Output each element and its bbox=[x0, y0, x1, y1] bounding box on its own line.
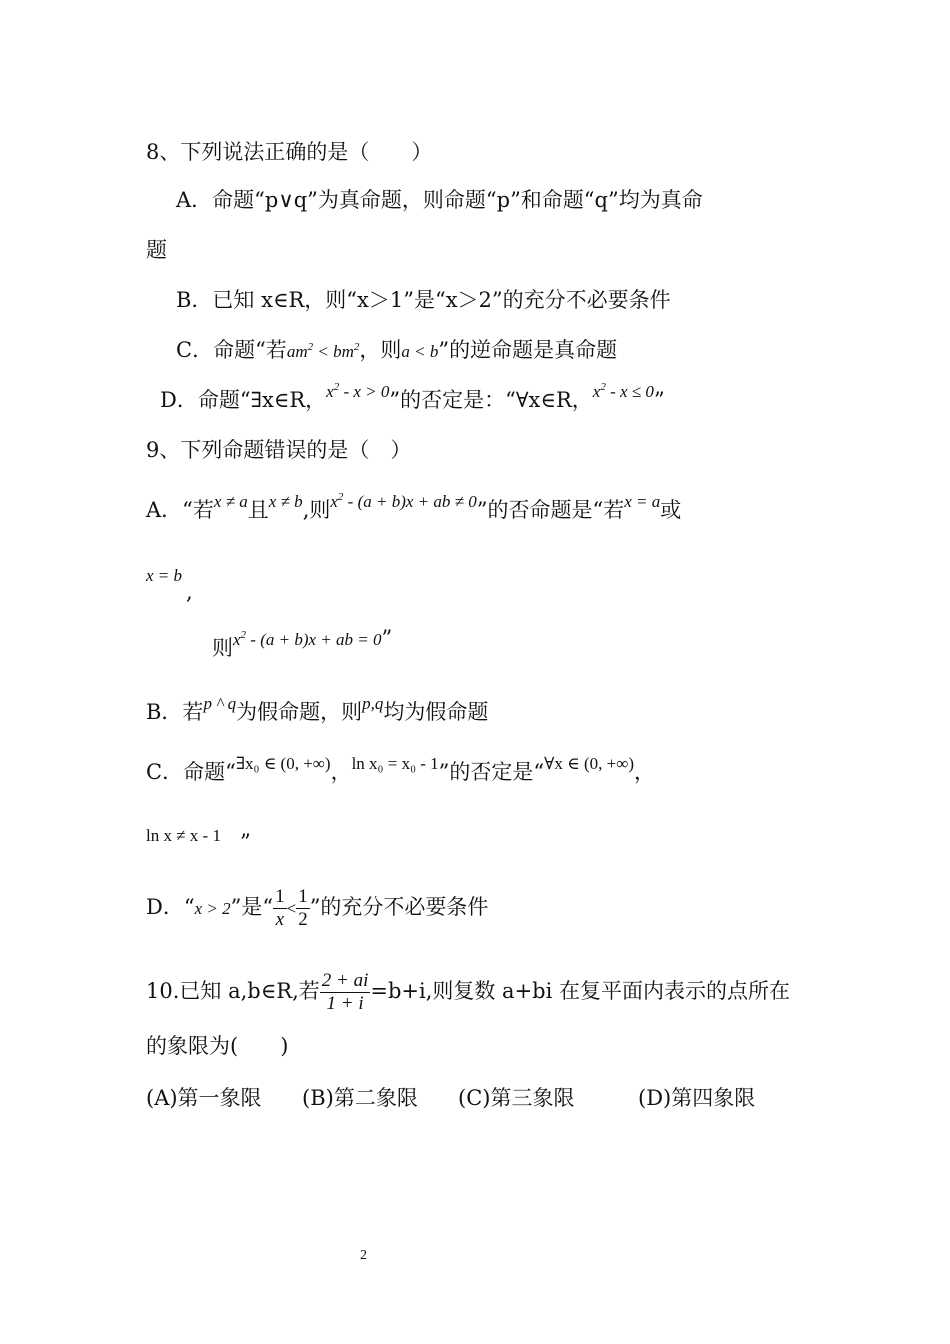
q9-option-a-line3 bbox=[212, 626, 393, 661]
q9-c-comma: ， bbox=[330, 760, 352, 784]
q9-b-pre: B．若 bbox=[146, 700, 204, 724]
q9-d-post: ”的充分不必要条件 bbox=[309, 894, 489, 919]
q9-a-or: 或 bbox=[660, 498, 682, 522]
q9-c2-formula: ln x ≠ x - 1 bbox=[146, 826, 221, 845]
q9-a-formula4: x = a bbox=[624, 492, 661, 511]
q9-c2-end: ” bbox=[240, 830, 251, 854]
q10-option-a: (A)第一象限 bbox=[146, 1086, 262, 1110]
q9-option-a-line2 bbox=[146, 562, 182, 587]
q10-line2: 的象限为( ) bbox=[146, 1034, 289, 1058]
q9-b-formula1: p ^ q bbox=[203, 694, 237, 713]
q10-option-d: (D)第四象限 bbox=[638, 1086, 756, 1110]
q9-a-formula1: x ≠ a bbox=[213, 492, 248, 511]
q10-option-b: (B)第二象限 bbox=[302, 1086, 418, 1110]
q10-pre: 10.已知 a,b∈R,若 bbox=[146, 978, 320, 1003]
q9-a-pre: A．“若 bbox=[146, 498, 214, 522]
q9-c-formula2: ln x₀ = x₀ - 1 bbox=[351, 754, 439, 773]
q9-c-mid: ”的否定是“ bbox=[438, 760, 545, 784]
q8-option-c bbox=[176, 338, 617, 363]
q9-a-formula2: x ≠ b bbox=[268, 492, 303, 511]
q9-b-formula2: p,q bbox=[362, 694, 384, 713]
q9-a3-end: ” bbox=[381, 626, 393, 650]
q8-d-post: ” bbox=[653, 388, 665, 412]
q9-b-mid: 为假命题，则 bbox=[236, 700, 363, 724]
q8-option-a: A．命题“p∨q”为真命题，则命题“p”和命题“q”均为真命 bbox=[176, 188, 703, 212]
q8-stem: 8、下列说法正确的是（ ） bbox=[146, 140, 433, 164]
q9-d-fraction1: $\frac{1}{x}$ bbox=[275, 886, 285, 930]
q8-d-pre: D．命题“∃x∈R， bbox=[160, 388, 327, 412]
q8-c-post: ”的逆命题是真命题 bbox=[438, 338, 618, 362]
q9-a3-formula: x2 - (a + b)x + ab = 0 bbox=[233, 629, 382, 649]
q9-a-post: ”的否命题是“若 bbox=[476, 498, 625, 522]
q9-a-then: ,则 bbox=[302, 498, 331, 522]
q8-option-d bbox=[160, 381, 665, 413]
q9-b-post: 均为假命题 bbox=[383, 700, 489, 724]
q9-c-pre: C．命题“ bbox=[146, 760, 236, 784]
q9-d-fraction2: $\frac{1}{2}$ bbox=[298, 886, 308, 930]
q9-a3-then: 则 bbox=[212, 636, 233, 660]
q8-d-mid: ”的否定是：“∀x∈R， bbox=[389, 388, 593, 412]
q8-c-mid: ，则 bbox=[359, 338, 402, 362]
q9-d-pre: D．“ bbox=[146, 894, 195, 919]
q9-option-d bbox=[146, 886, 488, 931]
q9-option-c bbox=[146, 754, 656, 785]
q8-c-formula2: a < b bbox=[401, 342, 439, 361]
q9-d-lt: < bbox=[286, 898, 297, 918]
q9-d-formula1: x > 2 bbox=[194, 898, 231, 918]
q8-d-formula2: x2 - x ≤ 0 bbox=[592, 381, 654, 401]
q8-c-formula1: $am^2 < bm^2$ bbox=[286, 341, 360, 361]
q8-c-pre: C．命题“若 bbox=[176, 338, 287, 362]
q10-line1 bbox=[146, 970, 790, 1015]
q10-option-c: (C)第三象限 bbox=[458, 1086, 575, 1110]
q9-c-formula1: ∃x₀ ∈ (0, +∞) bbox=[235, 754, 331, 773]
page-number: 2 bbox=[360, 1248, 367, 1263]
q9-stem: 9、下列命题错误的是（ ） bbox=[146, 438, 412, 462]
q9-c-comma2: ， bbox=[634, 760, 656, 784]
q10-fraction: $\frac{2 + ai}{1 + i}$ bbox=[321, 970, 369, 1014]
q9-a-formula3: x2 - (a + b)x + ab ≠ 0 bbox=[330, 491, 477, 511]
q9-a2-comma: , bbox=[186, 580, 193, 604]
q10-post: =b+i,则复数 a+bi 在复平面内表示的点所在 bbox=[370, 978, 791, 1003]
q8-option-a-cont: 题 bbox=[146, 238, 167, 262]
q9-c-formula3: ∀x ∈ (0, +∞) bbox=[544, 754, 635, 773]
q9-d-mid: ”是“ bbox=[230, 894, 274, 919]
q9-a-and: 且 bbox=[247, 498, 269, 522]
q8-d-formula1: x2 - x > 0 bbox=[326, 381, 390, 401]
q9-a2-formula: x = b bbox=[146, 566, 183, 585]
q9-option-a bbox=[146, 491, 682, 523]
q9-option-c-line2 bbox=[146, 822, 221, 847]
q8-option-b: B．已知 x∈R，则“x＞1”是“x＞2”的充分不必要条件 bbox=[176, 288, 671, 312]
q9-option-b bbox=[146, 694, 489, 725]
